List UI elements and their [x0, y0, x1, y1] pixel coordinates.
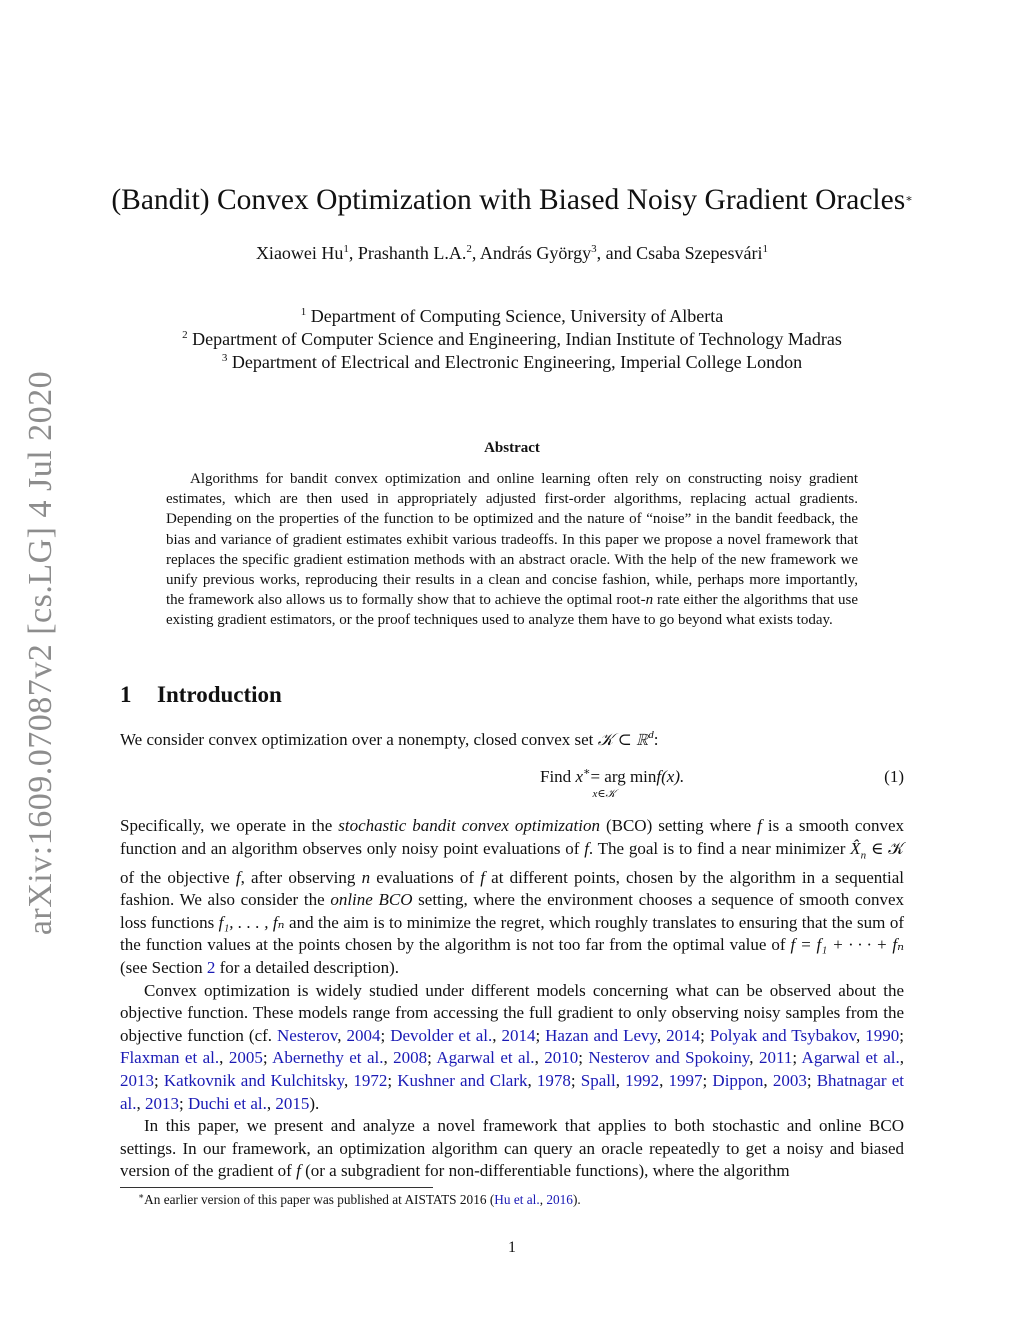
citation-separator: ; [535, 1025, 546, 1045]
abstract-body: Algorithms for bandit convex optimization and online learning often rely on constructing noisy gradient estimates, which are then used in appropriately adjusted first-order algorithms, replacing actual gradients. Depending on the properties of the function to be optimized and the nature of “noise” in the bandit feedback, the bias and variance of gradient estimates exhibit various tradeoffs. In this paper we propose a novel framework that replaces the specific gradient estimation methods with an abstract oracle. With the help of the new framework we unify previous works, reproducing their results in a clean and concise fashion, while, perhaps more importantly, the framework also allows us to formally show that to achieve the optimal root-n rate either the algorithms that use existing gradient estimators, or the proof techniques used to analyze them have to go beyond what exists today. [166, 471, 858, 629]
author: Xiaowei Hu [255, 243, 344, 263]
citation-link[interactable]: Hazan and Levy [545, 1025, 657, 1045]
section-number: 1 [120, 682, 132, 707]
citation-separator: , [527, 1070, 537, 1090]
author: András György [479, 243, 592, 263]
citation-link[interactable]: Dippon [712, 1070, 764, 1090]
citation-separator: , [749, 1048, 759, 1068]
equation-number: (1) [884, 767, 904, 786]
equation-body: Find x∗= arg min x∈𝒦 f(x). [540, 766, 685, 800]
citation-separator: , [266, 1093, 276, 1113]
citation-separator: ; [427, 1048, 437, 1068]
citation-separator: ; [262, 1048, 273, 1068]
citation-separator: ; [792, 1048, 802, 1068]
citation-link[interactable]: 1972 [353, 1070, 388, 1090]
citation-separator: ; [806, 1070, 817, 1090]
citation-separator: , [763, 1070, 773, 1090]
citation-separator: ; [702, 1070, 713, 1090]
citation-link[interactable]: 2013 [120, 1070, 154, 1090]
section-title: Introduction [157, 682, 282, 707]
equation-1 [120, 767, 904, 807]
citation-link[interactable]: Duchi et al. [188, 1093, 267, 1113]
citation-separator: , [856, 1025, 866, 1045]
citation-separator: ; [700, 1025, 710, 1045]
citation-link[interactable]: 2011 [758, 1048, 793, 1068]
citation-link[interactable]: Kushner and Clark [397, 1070, 528, 1090]
citation-separator: ; [899, 1025, 904, 1045]
affiliation-line: $^3$ Department of Electrical and Electronic Engineering, Imperial College London [221, 352, 803, 372]
title-footnote-mark: ∗ [905, 193, 913, 205]
citation-separator: ; [154, 1070, 164, 1090]
citation-separator: , [344, 1070, 354, 1090]
paragraph: Convex optimization is widely studied under different models concerning what can be observed about the objective function. These models range from accessing the full gradient to only observing noisy samples from the objective function (cf. Nesterov, 2004; Devolder et al., 2014; Hazan and Levy, 2014; Polyak and Tsybakov, 1990; Flaxman et al., 2005; Abernethy et al., 2008; Agarwal et al., 2010; Nesterov and Spokoiny, 2011; Agarwal et al., 2013; Katkovnik and Kulchitsky, 1972; Kushner and Clark, 1978; Spall, 1992, 1997; Dippon, 2003; Bhatnagar et al., 2013; Duchi et al., 2015). [120, 980, 904, 1113]
argmin-subscript: x∈𝒦 [592, 788, 616, 800]
abstract-heading: Abstract [484, 440, 540, 456]
author-list: Xiaowei Hu$^1$, Prashanth L.A.$^2$, András György$^3$, and Csaba Szepesvári$^1$ [255, 243, 769, 263]
citation-separator: , [899, 1048, 904, 1068]
citation-separator: , [659, 1070, 669, 1090]
citation-link[interactable]: 2014 [501, 1025, 536, 1045]
citation-link[interactable]: 1992 [625, 1070, 660, 1090]
citation-separator: , [383, 1048, 394, 1068]
affiliations [0, 305, 1024, 374]
citation-link[interactable]: 2003 [772, 1070, 807, 1090]
paragraph: In this paper, we present and analyze a novel framework that applies to both stochastic and online BCO settings. In our framework, an optimization algorithm can query an oracle repeatedly to get a noisy and biased version of the gradient of f (or a subgradient for non-differentiable functions), where the algorithm [120, 1116, 904, 1181]
affiliation-line: $^1$ Department of Computing Science, University of Alberta [300, 306, 724, 326]
citation-link[interactable]: Agarwal et al. [436, 1048, 535, 1068]
citation-separator: ; [380, 1025, 391, 1045]
citation-link[interactable]: 1997 [668, 1070, 703, 1090]
intro-sentence: We consider convex optimization over a nonempty, closed convex set 𝒦 ⊂ ℝ$^d$: [120, 729, 659, 749]
citation-separator: , [656, 1025, 667, 1045]
citation-year-link[interactable]: 2016 [546, 1192, 573, 1207]
section-heading [120, 682, 282, 708]
citation-separator: ; [578, 1048, 589, 1068]
arxiv-stamp-text: arXiv:1609.07087v2 [cs.LG] 4 Jul 2020 [22, 370, 60, 935]
citation-separator: , [492, 1025, 502, 1045]
citation-link[interactable]: Polyak and Tsybakov [709, 1025, 857, 1045]
citation-separator: ; [570, 1070, 581, 1090]
citation-separator: , [534, 1048, 545, 1068]
paper-title: (Bandit) Convex Optimization with Biased Noisy Gradient Oracles∗ [111, 184, 913, 216]
body-paragraphs [120, 815, 904, 1183]
citation-separator: ; [179, 1093, 189, 1113]
citation-link[interactable]: 2013 [145, 1093, 180, 1113]
author: Csaba Szepesvári [636, 243, 763, 263]
citation-link[interactable]: Spall [580, 1070, 616, 1090]
citation-link[interactable]: Nesterov [277, 1025, 338, 1045]
citation-link[interactable]: 1990 [865, 1025, 900, 1045]
citation-link[interactable]: 2015 [275, 1093, 310, 1113]
citation-separator: , [219, 1048, 229, 1068]
citation-separator: , [337, 1025, 347, 1045]
citation-link[interactable]: Abernethy et al. [272, 1048, 384, 1068]
citation-link[interactable]: 2014 [666, 1025, 701, 1045]
citation-link[interactable]: Agarwal et al. [801, 1048, 900, 1068]
affiliation-line: $^2$ Department of Computer Science and Engineering, Indian Institute of Technology Madras [182, 329, 842, 349]
footnote-divider [120, 1187, 433, 1188]
citation-link[interactable]: 2005 [228, 1048, 263, 1068]
citation-link[interactable]: Devolder et al. [390, 1025, 493, 1045]
section-ref-link[interactable]: 2 [206, 957, 216, 977]
citation-link[interactable]: 2004 [346, 1025, 381, 1045]
citation-link[interactable]: Nesterov and Spokoiny [588, 1048, 750, 1068]
citation-link[interactable]: 1978 [536, 1070, 571, 1090]
footnote: ∗An earlier version of this paper was published at AISTATS 2016 (Hu et al., 2016). [138, 1191, 581, 1207]
page-number: 1 [508, 1239, 516, 1256]
citation-separator: , [136, 1093, 146, 1113]
citation-separator: ; [387, 1070, 398, 1090]
citation-link[interactable]: Bhatnagar et al. [120, 1070, 904, 1113]
author: Prashanth L.A. [357, 243, 467, 263]
citation-link[interactable]: Hu et al. [494, 1192, 540, 1207]
paragraph: Specifically, we operate in the stochastic bandit convex optimization (BCO) setting where f is a smooth convex function and an algorithm observes only noisy point evaluations of f. The goal is to find a near minimizer $X̂_n$ ∈ 𝒦 of the objective f, after observing n evaluations of f at different points, chosen by the algorithm in a sequential fashion. We also consider the online BCO setting, where the environment chooses a sequence of smooth convex loss functions f₁, . . . , fₙ and the aim is to minimize the regret, which roughly translates to ensuring that the sum of the function values at the points chosen by the algorithm is not too far from the optimal value of f = f₁ + · · · + fₙ (see Section 2 for a detailed description). [120, 816, 904, 977]
arxiv-stamp [22, 370, 60, 935]
citation-link[interactable]: 2008 [393, 1048, 428, 1068]
citation-link[interactable]: Katkovnik and Kulchitsky [163, 1070, 344, 1090]
citation-link[interactable]: Flaxman et al. [120, 1048, 220, 1068]
citation-separator: , [615, 1070, 626, 1090]
citation-link[interactable]: 2010 [544, 1048, 579, 1068]
